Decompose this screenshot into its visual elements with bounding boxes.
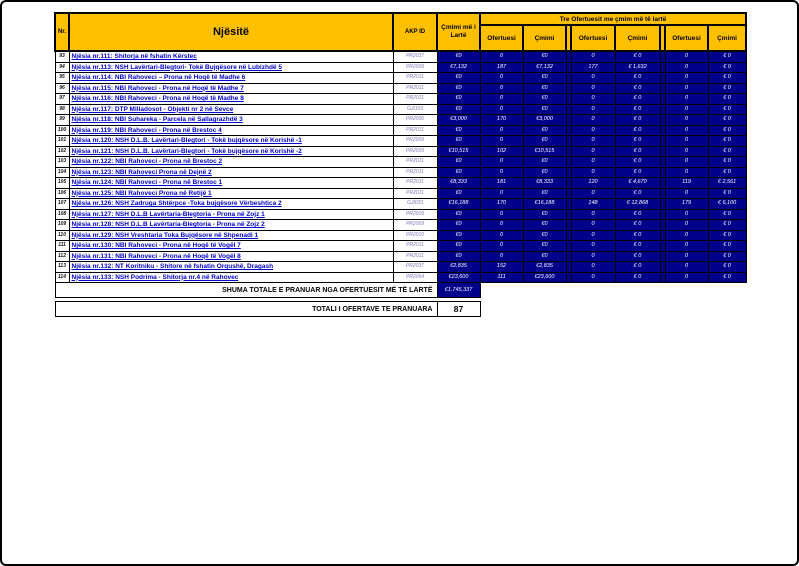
row-number: 98 (55, 104, 69, 115)
bidder-1-id: 187 (480, 62, 523, 73)
bidder-1-id: 181 (480, 178, 523, 189)
akp-id: PR2011 (393, 167, 437, 178)
header-price-1: Çmimi (523, 25, 566, 51)
bidder-2-id: 0 (571, 262, 615, 273)
bidder-1-id: 0 (480, 251, 523, 262)
bidder-2-price: € 0 (615, 83, 660, 94)
highest-price: €0 (437, 230, 480, 241)
table-row (55, 83, 746, 94)
row-number: 108 (55, 209, 69, 220)
row-number: 100 (55, 125, 69, 136)
bidder-3-price: € 0 (708, 230, 746, 241)
row-number: 97 (55, 94, 69, 105)
bidder-3-id: 0 (665, 136, 708, 147)
highest-price: €0 (437, 209, 480, 220)
bidder-3-id: 0 (665, 262, 708, 273)
unit-link[interactable]: Njësia nr.118: NBI Suhareka - Parcela në Sallagrazhdë 3 (69, 115, 393, 126)
highest-price: €0 (437, 51, 480, 62)
row-number: 113 (55, 262, 69, 273)
akp-id: PR2011 (393, 251, 437, 262)
akp-id: PR2009 (393, 146, 437, 157)
header-top-bidders-group: Tre Ofertuesit me çmim më të lartë (480, 13, 746, 25)
bidder-1-price: €0 (523, 241, 566, 252)
total-sum-label: SHUMA TOTALE E PRANUAR NGA OFERTUESIT MË TË LARTË (55, 283, 437, 298)
header-highest-price: Çmimi më i Lartë (437, 13, 480, 51)
bidder-3-id: 0 (665, 62, 708, 73)
bidder-2-id: 0 (571, 220, 615, 231)
akp-id: PR2011 (393, 73, 437, 84)
bidder-3-id: 0 (665, 73, 708, 84)
bidder-1-price: €0 (523, 136, 566, 147)
bidder-2-id: 0 (571, 209, 615, 220)
akp-id: PR2037 (393, 51, 437, 62)
bidder-1-id: 0 (480, 188, 523, 199)
table-row (55, 146, 746, 157)
highest-price: €23,600 (437, 272, 480, 283)
bidder-1-id: 0 (480, 94, 523, 105)
akp-id: PR2009 (393, 220, 437, 231)
bidder-2-price: € 4,670 (615, 178, 660, 189)
total-sum-row (55, 283, 746, 298)
bidder-3-price: € 0 (708, 94, 746, 105)
bidder-1-id: 0 (480, 51, 523, 62)
table-row (55, 115, 746, 126)
highest-price: €0 (437, 220, 480, 231)
table-row (55, 62, 746, 73)
akp-id: PR2011 (393, 178, 437, 189)
bidder-2-id: 0 (571, 136, 615, 147)
bidder-3-id: 0 (665, 104, 708, 115)
highest-price: €0 (437, 157, 480, 168)
bidder-2-price: € 0 (615, 51, 660, 62)
akp-id: PR2011 (393, 157, 437, 168)
bidder-2-id: 0 (571, 230, 615, 241)
row-number: 102 (55, 146, 69, 157)
bidder-2-id: 0 (571, 51, 615, 62)
highest-price: €3,000 (437, 115, 480, 126)
bidder-2-id: 0 (571, 125, 615, 136)
highest-price: €16,188 (437, 199, 480, 210)
bidder-3-price: € 0 (708, 167, 746, 178)
row-number: 112 (55, 251, 69, 262)
bidder-1-price: €0 (523, 251, 566, 262)
empty-cell (480, 302, 746, 317)
bidder-1-price: €0 (523, 125, 566, 136)
akp-id: PR2064 (393, 272, 437, 283)
table-row (55, 104, 746, 115)
highest-price: €0 (437, 125, 480, 136)
table-row (55, 167, 746, 178)
bidder-2-price: € 12,868 (615, 199, 660, 210)
row-number: 103 (55, 157, 69, 168)
highest-price: €0 (437, 94, 480, 105)
bidder-2-price: € 0 (615, 251, 660, 262)
bidder-2-price: € 0 (615, 157, 660, 168)
bidder-3-id: 179 (665, 199, 708, 210)
akp-id: PR2006 (393, 115, 437, 126)
bidder-1-id: 0 (480, 167, 523, 178)
bidder-3-id: 0 (665, 51, 708, 62)
bidder-2-id: 0 (571, 146, 615, 157)
bidder-1-price: €0 (523, 209, 566, 220)
bidder-1-price: €0 (523, 220, 566, 231)
highest-price: €2,835 (437, 262, 480, 273)
bidder-3-price: € 0 (708, 157, 746, 168)
unit-link[interactable]: Njësia nr.127: NSH D.L.B Lavërtaria-Blegtoria - Prona në Zojz 1 (69, 209, 393, 220)
table-row (55, 94, 746, 105)
bidder-3-id: 0 (665, 241, 708, 252)
highest-price: €10,515 (437, 146, 480, 157)
bidder-2-id: 0 (571, 73, 615, 84)
bidder-1-id: 0 (480, 220, 523, 231)
bidder-2-id: 0 (571, 104, 615, 115)
akp-id: PR2009 (393, 136, 437, 147)
empty-cell (480, 283, 746, 298)
highest-price: €8,333 (437, 178, 480, 189)
bidder-1-id: 0 (480, 241, 523, 252)
bidder-1-id: 0 (480, 83, 523, 94)
bidder-3-id: 0 (665, 220, 708, 231)
bidder-3-price: € 0 (708, 241, 746, 252)
unit-link[interactable]: Njësia nr.119: NBI Rahoveci - Prona në Brestoc 4 (69, 125, 393, 136)
bidder-1-id: 0 (480, 157, 523, 168)
bidder-1-price: €2,835 (523, 262, 566, 273)
bidder-2-price: € 0 (615, 104, 660, 115)
bidder-3-price: € 0 (708, 115, 746, 126)
bidder-1-id: 0 (480, 230, 523, 241)
bidder-1-price: €0 (523, 167, 566, 178)
bids-table-container (54, 12, 747, 317)
bidder-2-price: € 0 (615, 262, 660, 273)
row-number: 114 (55, 272, 69, 283)
highest-price: €7,132 (437, 62, 480, 73)
header-bidder-1: Ofertuesi (480, 25, 523, 51)
row-number: 95 (55, 73, 69, 84)
bidder-2-price: € 0 (615, 230, 660, 241)
table-row (55, 51, 746, 62)
bidder-3-id: 0 (665, 272, 708, 283)
akp-id: PR2009 (393, 62, 437, 73)
header-bidder-3: Ofertuesi (665, 25, 708, 51)
bidder-2-price: € 0 (615, 125, 660, 136)
bidder-3-id: 0 (665, 115, 708, 126)
akp-id: PR2011 (393, 125, 437, 136)
header-akp-id: AKP ID (393, 13, 437, 51)
bidder-1-price: €0 (523, 83, 566, 94)
unit-link[interactable]: Njësia nr.121: NSH D.L.B. Lavërtari-Blegtori - Tokë bujqësore në Korishë -2 (69, 146, 393, 157)
bidder-2-price: € 0 (615, 136, 660, 147)
table-row (55, 230, 746, 241)
bidder-2-price: € 0 (615, 73, 660, 84)
bidder-2-price: € 0 (615, 94, 660, 105)
table-row (55, 209, 746, 220)
bidder-3-id: 0 (665, 209, 708, 220)
total-offers-label: TOTALI I OFERTAVE TE PRANUARA (55, 302, 437, 317)
unit-link[interactable]: Njësia nr.133: NSH Podrima - Shitorja nr.4 në Rahovec (69, 272, 393, 283)
bidder-2-id: 0 (571, 83, 615, 94)
highest-price: €0 (437, 251, 480, 262)
bidder-3-price: € 6,100 (708, 199, 746, 210)
bidder-1-price: €16,188 (523, 199, 566, 210)
highest-price: €0 (437, 188, 480, 199)
bidder-1-price: €0 (523, 73, 566, 84)
table-footer (55, 283, 746, 317)
table-row (55, 199, 746, 210)
total-offers-row (55, 302, 746, 317)
bidder-1-price: €0 (523, 51, 566, 62)
bidder-1-id: 152 (480, 262, 523, 273)
unit-link[interactable]: Njësia nr.124: NBI Rahoveci - Prona në Brestoc 1 (69, 178, 393, 189)
unit-link[interactable]: Njësia nr.116: NBI Rahoveci - Prona në Hoqë të Madhe 8 (69, 94, 393, 105)
bidder-2-id: 120 (571, 178, 615, 189)
row-number: 99 (55, 115, 69, 126)
bidder-3-id: 0 (665, 83, 708, 94)
bidder-3-price: € 2,561 (708, 178, 746, 189)
unit-link[interactable]: Njësia nr.114: NBI Rahoveci – Prona në Hoqë të Madhe 6 (69, 73, 393, 84)
header-price-2: Çmimi (615, 25, 660, 51)
unit-link[interactable]: Njësia nr.132: NT Koritniku - Shitore në fshatin Orqushë, Dragash (69, 262, 393, 273)
bidder-1-price: €23,600 (523, 272, 566, 283)
highest-price: €0 (437, 136, 480, 147)
bidder-3-id: 0 (665, 94, 708, 105)
unit-link[interactable]: Njësia nr.117: DTP Milladosot - Objekti nr 2 në Sevce (69, 104, 393, 115)
bidder-3-price: € 0 (708, 83, 746, 94)
header-nr: Nr. (55, 13, 69, 51)
table-row (55, 157, 746, 168)
unit-link[interactable]: Njësia nr.123: NBI Rahoveci Prona në Dejnë 2 (69, 167, 393, 178)
bidder-2-price: € 1,632 (615, 62, 660, 73)
total-offers-value: 87 (437, 302, 480, 317)
bidder-1-price: €0 (523, 94, 566, 105)
table-row (55, 272, 746, 283)
row-number: 105 (55, 178, 69, 189)
row-number: 93 (55, 51, 69, 62)
bidder-3-id: 0 (665, 188, 708, 199)
bidder-1-price: €0 (523, 104, 566, 115)
bidder-3-price: € 0 (708, 209, 746, 220)
row-number: 106 (55, 188, 69, 199)
bidder-1-price: €0 (523, 157, 566, 168)
bidder-2-price: € 0 (615, 146, 660, 157)
bidder-3-price: € 0 (708, 262, 746, 273)
row-number: 109 (55, 220, 69, 231)
bidder-1-id: 170 (480, 115, 523, 126)
bidder-2-price: € 0 (615, 220, 660, 231)
row-number: 107 (55, 199, 69, 210)
bidder-1-price: €7,132 (523, 62, 566, 73)
bidder-3-price: € 0 (708, 251, 746, 262)
bidder-1-id: 102 (480, 146, 523, 157)
row-number: 94 (55, 62, 69, 73)
bidder-2-price: € 0 (615, 167, 660, 178)
bidder-3-price: € 0 (708, 62, 746, 73)
bidder-1-price: €10,515 (523, 146, 566, 157)
akp-id: PR2011 (393, 83, 437, 94)
bidder-1-price: €3,000 (523, 115, 566, 126)
bidder-3-id: 0 (665, 125, 708, 136)
header-price-3: Çmimi (708, 25, 746, 51)
akp-id: PR2011 (393, 94, 437, 105)
akp-id: PR2037 (393, 262, 437, 273)
table-row (55, 125, 746, 136)
akp-id: PR2009 (393, 209, 437, 220)
row-number: 111 (55, 241, 69, 252)
unit-link[interactable]: Njësia nr.113: NSH Lavërtari-Blegtori- Tokë Bujqësore në Lubizhdë 5 (69, 62, 393, 73)
highest-price: €0 (437, 241, 480, 252)
unit-link[interactable]: Njësia nr.125: NBI Rahoveci Prona në Retijë 1 (69, 188, 393, 199)
table-header (55, 13, 746, 51)
unit-link[interactable]: Njësia nr.128: NSH D.L.B Lavërtaria-Blegtoria - Prona në Zojz 2 (69, 220, 393, 231)
table-row (55, 136, 746, 147)
bidder-1-id: 0 (480, 125, 523, 136)
bidder-2-id: 0 (571, 251, 615, 262)
unit-link[interactable]: Njësia nr.131: NBI Rahoveci - Prona në Hoqë të Vogël 8 (69, 251, 393, 262)
akp-id: PR2010 (393, 230, 437, 241)
bidder-1-id: 170 (480, 199, 523, 210)
bidder-2-id: 0 (571, 115, 615, 126)
bidder-2-id: 0 (571, 241, 615, 252)
table-row (55, 220, 746, 231)
bidder-2-id: 148 (571, 199, 615, 210)
bidder-3-price: € 0 (708, 104, 746, 115)
akp-id: PR2011 (393, 188, 437, 199)
bidder-3-price: € 0 (708, 125, 746, 136)
bidder-2-id: 0 (571, 94, 615, 105)
row-number: 101 (55, 136, 69, 147)
bidder-1-price: €0 (523, 188, 566, 199)
row-number: 104 (55, 167, 69, 178)
highest-price: €0 (437, 167, 480, 178)
bidder-3-price: € 0 (708, 73, 746, 84)
header-bidder-2: Ofertuesi (571, 25, 615, 51)
table-row (55, 178, 746, 189)
bidder-3-price: € 0 (708, 136, 746, 147)
bidder-2-id: 0 (571, 188, 615, 199)
table-row (55, 73, 746, 84)
highest-price: €0 (437, 104, 480, 115)
bidder-1-price: €0 (523, 230, 566, 241)
bidder-1-id: 0 (480, 136, 523, 147)
bidder-3-id: 0 (665, 146, 708, 157)
bidder-3-price: € 0 (708, 188, 746, 199)
unit-link[interactable]: Njësia nr.120: NSH D.L.B. Lavërtari-Blegtori - Tokë bujqësore në Korishë -1 (69, 136, 393, 147)
highest-price: €0 (437, 83, 480, 94)
table-row (55, 241, 746, 252)
unit-link[interactable]: Njësia nr.122: NBI Rahoveci - Prona në Brestoc 2 (69, 157, 393, 168)
row-number: 96 (55, 83, 69, 94)
bidder-1-id: 0 (480, 104, 523, 115)
bidder-2-price: € 0 (615, 209, 660, 220)
bidder-1-price: €8,333 (523, 178, 566, 189)
bidder-2-id: 0 (571, 272, 615, 283)
bids-table (54, 12, 747, 317)
bidder-2-id: 177 (571, 62, 615, 73)
table-row (55, 262, 746, 273)
bidder-2-price: € 0 (615, 272, 660, 283)
table-row (55, 188, 746, 199)
bidder-1-id: 0 (480, 209, 523, 220)
bidder-1-id: 111 (480, 272, 523, 283)
unit-link[interactable]: Njësia nr.130: NBI Rahoveci - Prona në Hoqë të Vogël 7 (69, 241, 393, 252)
unit-link[interactable]: Njësia nr.126: NSH Zadruga Shtërpce -Toka bujqësore Vërbeshtica 2 (69, 199, 393, 210)
bidder-2-id: 0 (571, 157, 615, 168)
unit-link[interactable]: Njësia nr.129: NSH Vreshtaria Toka Bujqësore në Shpenadi 1 (69, 230, 393, 241)
bidder-3-price: € 0 (708, 272, 746, 283)
table-row (55, 251, 746, 262)
unit-link[interactable]: Njësia nr.115: NBI Rahoveci - Prona në Hoqë të Madhe 7 (69, 83, 393, 94)
row-number: 110 (55, 230, 69, 241)
total-sum-value: €1,745,337 (437, 283, 480, 298)
bidder-3-id: 0 (665, 251, 708, 262)
unit-link[interactable]: Njësia nr.111: Shitorja në fshatin Kërstec (69, 51, 393, 62)
bidder-3-id: 0 (665, 230, 708, 241)
akp-id: GJI033 (393, 199, 437, 210)
bidder-1-id: 0 (480, 73, 523, 84)
header-units: Njësitë (69, 13, 393, 51)
bidder-3-id: 0 (665, 167, 708, 178)
highest-price: €0 (437, 73, 480, 84)
bidder-3-price: € 0 (708, 146, 746, 157)
table-body (55, 51, 746, 283)
bidder-2-price: € 0 (615, 115, 660, 126)
bidder-3-price: € 0 (708, 220, 746, 231)
bidder-2-price: € 0 (615, 241, 660, 252)
bidder-3-id: 0 (665, 157, 708, 168)
bidder-2-id: 0 (571, 167, 615, 178)
bidder-3-price: € 0 (708, 51, 746, 62)
akp-id: GJI103 (393, 104, 437, 115)
akp-id: PR2011 (393, 241, 437, 252)
bidder-3-id: 119 (665, 178, 708, 189)
bidder-2-price: € 0 (615, 188, 660, 199)
